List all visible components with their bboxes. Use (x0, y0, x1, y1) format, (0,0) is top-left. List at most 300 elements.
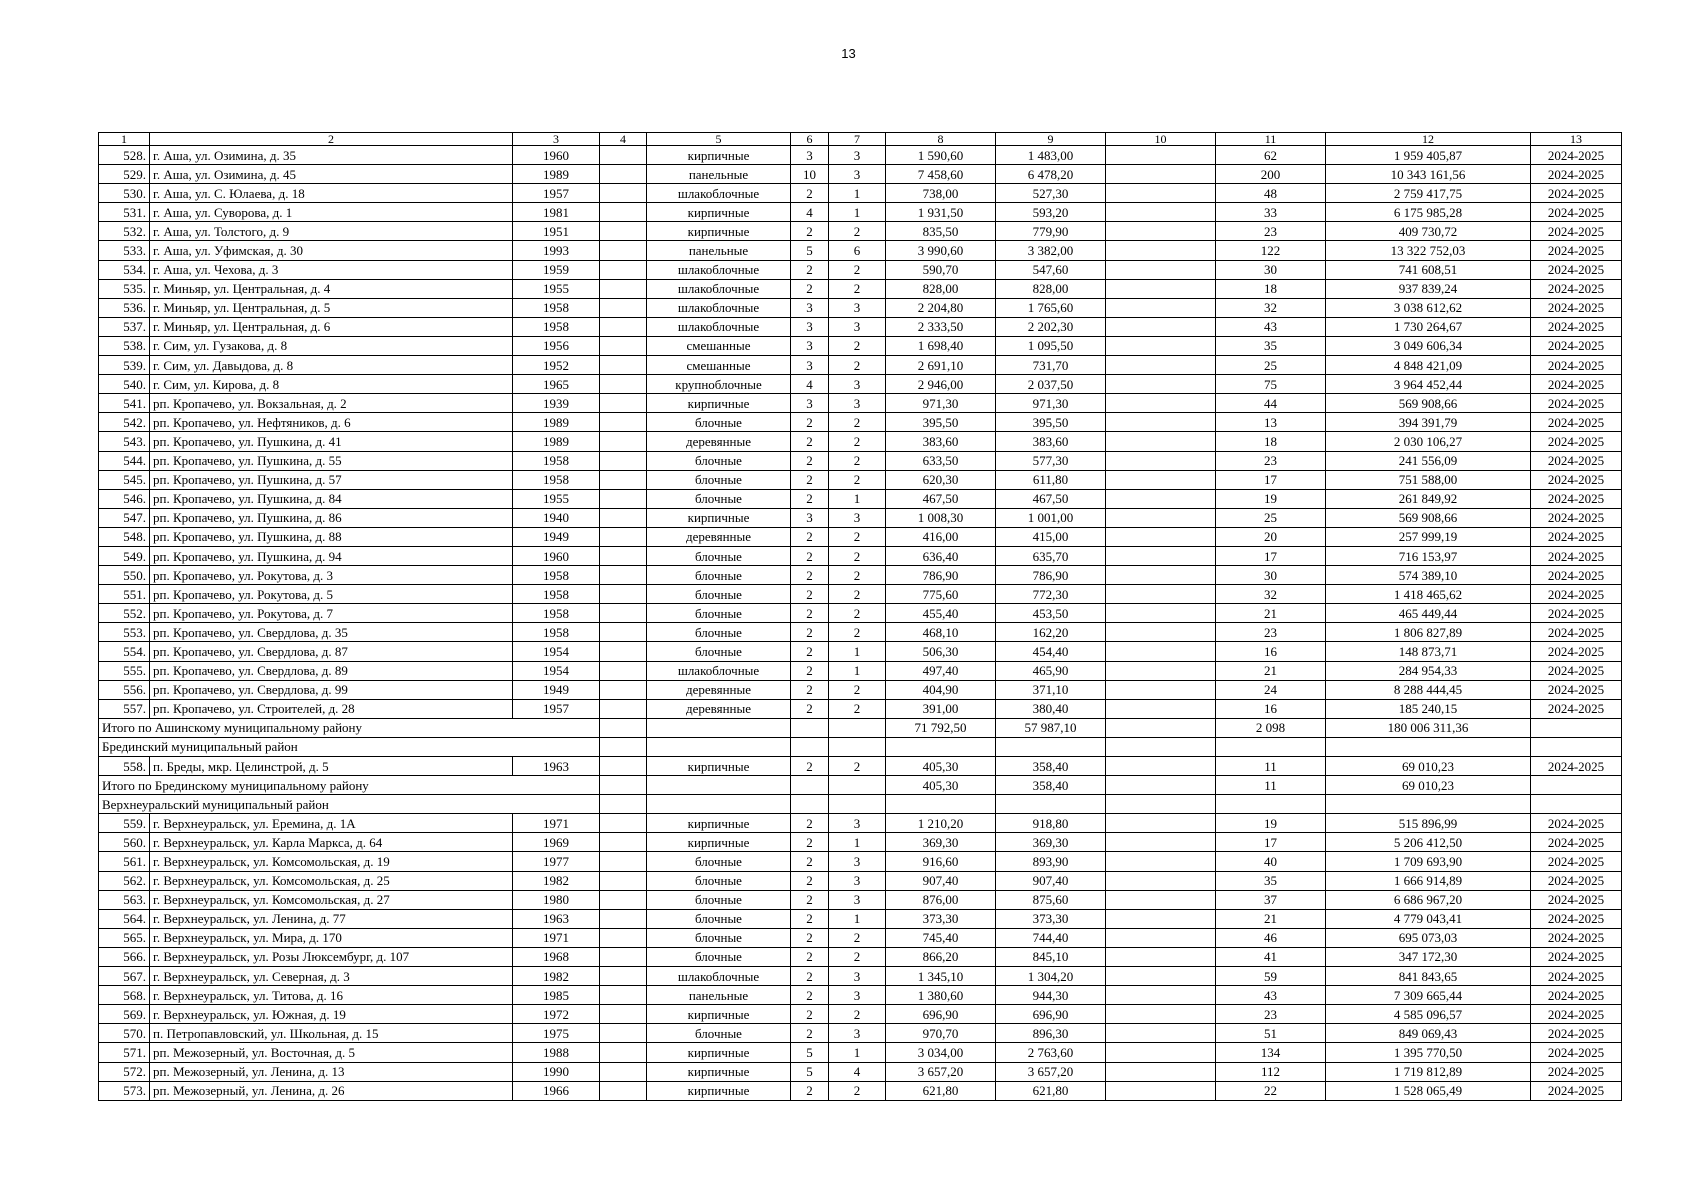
table-row (99, 146, 1622, 165)
living-area-cell: 845,10 (996, 947, 1106, 966)
empty-cell (647, 737, 791, 756)
total-area-cell: 835,50 (886, 222, 996, 241)
row-number-cell: 563. (99, 890, 150, 909)
column-10-cell (1106, 546, 1216, 565)
table-row (99, 661, 1622, 680)
table-row (99, 871, 1622, 890)
year-cell: 1958 (513, 585, 600, 604)
row-number-cell: 568. (99, 986, 150, 1005)
total-area-cell: 3 657,20 (886, 1062, 996, 1081)
total-area-cell: 395,50 (886, 413, 996, 432)
cost-cell: 6 175 985,28 (1326, 203, 1531, 222)
address-cell: г. Верхнеуральск, ул. Южная, д. 19 (150, 1005, 513, 1024)
address-cell: г. Сим, ул. Гузакова, д. 8 (150, 336, 513, 355)
column-number-1: 1 (99, 133, 150, 146)
empty-cell (1216, 795, 1326, 814)
residents-cell: 122 (1216, 241, 1326, 260)
column-10-cell (1106, 394, 1216, 413)
period-cell: 2024-2025 (1531, 833, 1622, 852)
floors-cell: 2 (791, 852, 829, 871)
empty-cell (1326, 795, 1531, 814)
entrances-cell: 4 (829, 1062, 886, 1081)
living-area-cell: 918,80 (996, 814, 1106, 833)
period-cell: 2024-2025 (1531, 317, 1622, 336)
row-number-cell: 553. (99, 623, 150, 642)
row-number-cell: 544. (99, 451, 150, 470)
residents-cell: 16 (1216, 699, 1326, 718)
address-cell: рп. Межозерный, ул. Ленина, д. 26 (150, 1081, 513, 1100)
cost-cell: 1 395 770,50 (1326, 1043, 1531, 1062)
entrances-cell: 3 (829, 967, 886, 986)
column-10-cell (1106, 928, 1216, 947)
total-area-cell: 907,40 (886, 871, 996, 890)
column-10-cell (1106, 661, 1216, 680)
wall-material-cell: деревянные (647, 680, 791, 699)
period-cell: 2024-2025 (1531, 527, 1622, 546)
entrances-cell: 3 (829, 1024, 886, 1043)
living-area-cell: 611,80 (996, 470, 1106, 489)
cost-cell: 1 806 827,89 (1326, 623, 1531, 642)
cost-cell: 7 309 665,44 (1326, 986, 1531, 1005)
column-4-cell (600, 814, 647, 833)
column-4-cell (600, 833, 647, 852)
living-area-cell: 696,90 (996, 1005, 1106, 1024)
entrances-cell: 2 (829, 527, 886, 546)
residents-cell: 134 (1216, 1043, 1326, 1062)
column-number-12: 12 (1326, 133, 1531, 146)
column-4-cell (600, 260, 647, 279)
row-number-cell: 535. (99, 279, 150, 298)
year-cell: 1954 (513, 642, 600, 661)
year-cell: 1958 (513, 566, 600, 585)
row-number-cell: 531. (99, 203, 150, 222)
column-4-cell (600, 680, 647, 699)
wall-material-cell: блочные (647, 909, 791, 928)
total-area-cell: 1 590,60 (886, 146, 996, 165)
column-10-cell (1106, 642, 1216, 661)
table-row (99, 642, 1622, 661)
wall-material-cell: шлакоблочные (647, 260, 791, 279)
row-number-cell: 573. (99, 1081, 150, 1100)
entrances-cell: 2 (829, 260, 886, 279)
wall-material-cell: шлакоблочные (647, 298, 791, 317)
year-cell: 1958 (513, 451, 600, 470)
total-area-cell: 373,30 (886, 909, 996, 928)
living-area-cell: 1 001,00 (996, 508, 1106, 527)
total-area-cell: 1 210,20 (886, 814, 996, 833)
floors-cell: 2 (791, 871, 829, 890)
wall-material-cell: блочные (647, 871, 791, 890)
living-area-cell: 2 763,60 (996, 1043, 1106, 1062)
living-area-cell: 577,30 (996, 451, 1106, 470)
page-number: 13 (841, 46, 856, 61)
entrances-cell: 6 (829, 241, 886, 260)
residents-cell: 13 (1216, 413, 1326, 432)
residents-cell: 20 (1216, 527, 1326, 546)
year-cell: 1969 (513, 833, 600, 852)
column-4-cell (600, 1081, 647, 1100)
year-cell: 1982 (513, 967, 600, 986)
address-cell: рп. Кропачево, ул. Пушкина, д. 86 (150, 508, 513, 527)
column-number-10: 10 (1106, 133, 1216, 146)
total-area-cell: 738,00 (886, 184, 996, 203)
living-area-cell: 395,50 (996, 413, 1106, 432)
floors-cell: 2 (791, 642, 829, 661)
column-number-3: 3 (513, 133, 600, 146)
floors-cell: 4 (791, 203, 829, 222)
cost-cell: 347 172,30 (1326, 947, 1531, 966)
cost-cell: 2 030 106,27 (1326, 432, 1531, 451)
living-area-cell: 896,30 (996, 1024, 1106, 1043)
living-area-cell: 3 382,00 (996, 241, 1106, 260)
row-number-cell: 529. (99, 165, 150, 184)
residents-cell: 32 (1216, 298, 1326, 317)
column-10-cell (1106, 1024, 1216, 1043)
empty-cell (886, 795, 996, 814)
residents-cell: 23 (1216, 222, 1326, 241)
floors-cell: 2 (791, 814, 829, 833)
residents-cell: 62 (1216, 146, 1326, 165)
wall-material-cell: блочные (647, 470, 791, 489)
cost-cell: 3 038 612,62 (1326, 298, 1531, 317)
empty-cell (996, 795, 1106, 814)
entrances-cell: 1 (829, 661, 886, 680)
row-number-cell: 552. (99, 604, 150, 623)
residents-cell: 21 (1216, 909, 1326, 928)
column-number-8: 8 (886, 133, 996, 146)
entrances-cell: 3 (829, 394, 886, 413)
total-area-cell: 1 698,40 (886, 336, 996, 355)
row-number-cell: 536. (99, 298, 150, 317)
total-area-cell: 2 946,00 (886, 375, 996, 394)
period-cell: 2024-2025 (1531, 451, 1622, 470)
period-cell: 2024-2025 (1531, 967, 1622, 986)
wall-material-cell: блочные (647, 566, 791, 585)
table-row (99, 222, 1622, 241)
floors-cell: 3 (791, 317, 829, 336)
address-cell: г. Верхнеуральск, ул. Комсомольская, д. 27 (150, 890, 513, 909)
period-cell: 2024-2025 (1531, 1043, 1622, 1062)
entrances-cell: 2 (829, 680, 886, 699)
column-10-cell (1106, 184, 1216, 203)
column-4-cell (600, 470, 647, 489)
table-header (99, 133, 1622, 146)
address-cell: г. Верхнеуральск, ул. Еремина, д. 1А (150, 814, 513, 833)
address-cell: рп. Кропачево, ул. Рокутова, д. 5 (150, 585, 513, 604)
cost-cell: 716 153,97 (1326, 546, 1531, 565)
floors-cell: 2 (791, 604, 829, 623)
total-area-cell: 633,50 (886, 451, 996, 470)
period-cell: 2024-2025 (1531, 1024, 1622, 1043)
row-number-cell: 562. (99, 871, 150, 890)
address-cell: рп. Кропачево, ул. Рокутова, д. 3 (150, 566, 513, 585)
empty-cell (1531, 718, 1622, 737)
year-cell: 1956 (513, 336, 600, 355)
total-label-cell: Итого по Ашинскому муниципальному району (99, 718, 600, 737)
row-number-cell: 528. (99, 146, 150, 165)
year-cell: 1981 (513, 203, 600, 222)
cost-cell: 1 709 693,90 (1326, 852, 1531, 871)
residents-cell: 18 (1216, 432, 1326, 451)
entrances-cell: 3 (829, 814, 886, 833)
floors-cell: 4 (791, 375, 829, 394)
year-cell: 1990 (513, 1062, 600, 1081)
living-area-sum-cell: 358,40 (996, 776, 1106, 795)
cost-cell: 569 908,66 (1326, 394, 1531, 413)
address-cell: г. Верхнеуральск, ул. Комсомольская, д. 25 (150, 871, 513, 890)
living-area-cell: 621,80 (996, 1081, 1106, 1100)
table-row (99, 165, 1622, 184)
table-row (99, 585, 1622, 604)
period-cell: 2024-2025 (1531, 1062, 1622, 1081)
wall-material-cell: блочные (647, 928, 791, 947)
table-row (99, 203, 1622, 222)
period-cell: 2024-2025 (1531, 336, 1622, 355)
year-cell: 1975 (513, 1024, 600, 1043)
total-area-cell: 876,00 (886, 890, 996, 909)
table-row (99, 260, 1622, 279)
living-area-cell: 2 037,50 (996, 375, 1106, 394)
entrances-cell: 1 (829, 203, 886, 222)
address-cell: г. Аша, ул. Суворова, д. 1 (150, 203, 513, 222)
entrances-cell: 2 (829, 566, 886, 585)
column-4-cell (600, 852, 647, 871)
residents-cell: 17 (1216, 833, 1326, 852)
total-area-cell: 506,30 (886, 642, 996, 661)
column-4-cell (600, 356, 647, 375)
entrances-cell: 2 (829, 928, 886, 947)
living-area-cell: 527,30 (996, 184, 1106, 203)
living-area-cell: 779,90 (996, 222, 1106, 241)
entrances-cell: 1 (829, 184, 886, 203)
address-cell: г. Аша, ул. Озимина, д. 35 (150, 146, 513, 165)
entrances-cell: 2 (829, 1005, 886, 1024)
entrances-cell: 3 (829, 890, 886, 909)
address-cell: рп. Кропачево, ул. Пушкина, д. 84 (150, 489, 513, 508)
year-cell: 1957 (513, 699, 600, 718)
year-cell: 1952 (513, 356, 600, 375)
entrances-cell: 2 (829, 1081, 886, 1100)
empty-cell (1531, 737, 1622, 756)
column-10-cell (1106, 909, 1216, 928)
column-number-9: 9 (996, 133, 1106, 146)
address-cell: г. Верхнеуральск, ул. Комсомольская, д. 19 (150, 852, 513, 871)
residents-cell: 44 (1216, 394, 1326, 413)
address-cell: п. Петропавловский, ул. Школьная, д. 15 (150, 1024, 513, 1043)
entrances-cell: 2 (829, 470, 886, 489)
year-cell: 1951 (513, 222, 600, 241)
wall-material-cell: блочные (647, 489, 791, 508)
year-cell: 1968 (513, 947, 600, 966)
period-cell: 2024-2025 (1531, 566, 1622, 585)
period-cell: 2024-2025 (1531, 1005, 1622, 1024)
table-row (99, 546, 1622, 565)
wall-material-cell: кирпичные (647, 203, 791, 222)
entrances-cell: 3 (829, 298, 886, 317)
entrances-cell: 2 (829, 356, 886, 375)
cost-cell: 69 010,23 (1326, 757, 1531, 776)
floors-cell: 10 (791, 165, 829, 184)
address-cell: г. Верхнеуральск, ул. Северная, д. 3 (150, 967, 513, 986)
year-cell: 1989 (513, 432, 600, 451)
housing-register-table (98, 132, 1622, 1101)
row-number-cell: 551. (99, 585, 150, 604)
empty-cell (647, 795, 791, 814)
residents-cell: 51 (1216, 1024, 1326, 1043)
cost-cell: 185 240,15 (1326, 699, 1531, 718)
total-area-cell: 468,10 (886, 623, 996, 642)
address-cell: г. Миньяр, ул. Центральная, д. 4 (150, 279, 513, 298)
wall-material-cell: шлакоблочные (647, 184, 791, 203)
address-cell: рп. Кропачево, ул. Пушкина, д. 88 (150, 527, 513, 546)
entrances-cell: 1 (829, 489, 886, 508)
residents-cell: 21 (1216, 604, 1326, 623)
address-cell: рп. Кропачево, ул. Пушкина, д. 41 (150, 432, 513, 451)
table-row (99, 909, 1622, 928)
row-number-cell: 570. (99, 1024, 150, 1043)
address-cell: г. Аша, ул. С. Юлаева, д. 18 (150, 184, 513, 203)
cost-cell: 574 389,10 (1326, 566, 1531, 585)
residents-cell: 25 (1216, 508, 1326, 527)
row-number-cell: 537. (99, 317, 150, 336)
cost-cell: 3 964 452,44 (1326, 375, 1531, 394)
empty-cell (791, 737, 829, 756)
column-number-2: 2 (150, 133, 513, 146)
entrances-cell: 2 (829, 699, 886, 718)
total-area-cell: 828,00 (886, 279, 996, 298)
table-row (99, 508, 1622, 527)
entrances-cell: 2 (829, 623, 886, 642)
total-area-cell: 696,90 (886, 1005, 996, 1024)
residents-cell: 30 (1216, 566, 1326, 585)
entrances-cell: 2 (829, 947, 886, 966)
entrances-cell: 3 (829, 165, 886, 184)
wall-material-cell: кирпичные (647, 1005, 791, 1024)
column-10-cell (1106, 203, 1216, 222)
wall-material-cell: шлакоблочные (647, 317, 791, 336)
column-4-cell (600, 432, 647, 451)
entrances-cell: 1 (829, 833, 886, 852)
section-header-row (99, 737, 1622, 756)
table-body (99, 146, 1622, 1101)
empty-cell (996, 737, 1106, 756)
address-cell: г. Миньяр, ул. Центральная, д. 5 (150, 298, 513, 317)
entrances-cell: 3 (829, 852, 886, 871)
column-10-cell (1106, 699, 1216, 718)
table-row (99, 470, 1622, 489)
residents-cell: 46 (1216, 928, 1326, 947)
residents-cell: 18 (1216, 279, 1326, 298)
cost-cell: 515 896,99 (1326, 814, 1531, 833)
column-10-cell (1106, 279, 1216, 298)
table-row (99, 317, 1622, 336)
living-area-cell: 593,20 (996, 203, 1106, 222)
empty-cell (1106, 737, 1216, 756)
living-area-cell: 162,20 (996, 623, 1106, 642)
entrances-cell: 2 (829, 451, 886, 470)
row-number-cell: 565. (99, 928, 150, 947)
column-4-cell (600, 489, 647, 508)
column-10-cell (1106, 413, 1216, 432)
living-area-cell: 1 765,60 (996, 298, 1106, 317)
address-cell: г. Аша, ул. Чехова, д. 3 (150, 260, 513, 279)
column-10-cell (1106, 336, 1216, 355)
cost-cell: 10 343 161,56 (1326, 165, 1531, 184)
year-cell: 1985 (513, 986, 600, 1005)
period-cell: 2024-2025 (1531, 890, 1622, 909)
wall-material-cell: шлакоблочные (647, 661, 791, 680)
living-area-cell: 373,30 (996, 909, 1106, 928)
table-row (99, 623, 1622, 642)
cost-cell: 937 839,24 (1326, 279, 1531, 298)
year-cell: 1971 (513, 928, 600, 947)
cost-cell: 148 873,71 (1326, 642, 1531, 661)
cost-cell: 569 908,66 (1326, 508, 1531, 527)
floors-cell: 3 (791, 146, 829, 165)
cost-cell: 241 556,09 (1326, 451, 1531, 470)
entrances-cell: 1 (829, 642, 886, 661)
entrances-cell: 3 (829, 317, 886, 336)
wall-material-cell: блочные (647, 623, 791, 642)
address-cell: рп. Кропачево, ул. Свердлова, д. 89 (150, 661, 513, 680)
column-10-cell (1106, 451, 1216, 470)
period-cell: 2024-2025 (1531, 661, 1622, 680)
column-4-cell (600, 222, 647, 241)
row-number-cell: 566. (99, 947, 150, 966)
cost-cell: 284 954,33 (1326, 661, 1531, 680)
residents-cell: 59 (1216, 967, 1326, 986)
wall-material-cell: блочные (647, 1024, 791, 1043)
cost-cell: 841 843,65 (1326, 967, 1531, 986)
address-cell: г. Верхнеуральск, ул. Мира, д. 170 (150, 928, 513, 947)
floors-cell: 2 (791, 680, 829, 699)
living-area-cell: 467,50 (996, 489, 1106, 508)
row-number-cell: 571. (99, 1043, 150, 1062)
floors-cell: 3 (791, 356, 829, 375)
residents-cell: 11 (1216, 757, 1326, 776)
column-10-cell (1106, 1005, 1216, 1024)
row-number-cell: 554. (99, 642, 150, 661)
total-area-cell: 416,00 (886, 527, 996, 546)
year-cell: 1989 (513, 165, 600, 184)
table-row (99, 279, 1622, 298)
column-4-cell (600, 967, 647, 986)
table-row (99, 890, 1622, 909)
address-cell: п. Бреды, мкр. Целинстрой, д. 5 (150, 757, 513, 776)
floors-cell: 2 (791, 432, 829, 451)
entrances-cell: 2 (829, 546, 886, 565)
table-row (99, 1062, 1622, 1081)
table-row (99, 184, 1622, 203)
residents-sum-cell: 11 (1216, 776, 1326, 795)
wall-material-cell: шлакоблочные (647, 967, 791, 986)
total-area-cell: 1 008,30 (886, 508, 996, 527)
year-cell: 1958 (513, 298, 600, 317)
year-cell: 1955 (513, 279, 600, 298)
total-area-cell: 455,40 (886, 604, 996, 623)
table-row (99, 241, 1622, 260)
year-cell: 1965 (513, 375, 600, 394)
residents-cell: 16 (1216, 642, 1326, 661)
residents-cell: 23 (1216, 1005, 1326, 1024)
entrances-cell: 2 (829, 279, 886, 298)
year-cell: 1949 (513, 680, 600, 699)
living-area-cell: 6 478,20 (996, 165, 1106, 184)
living-area-cell: 907,40 (996, 871, 1106, 890)
floors-cell: 2 (791, 184, 829, 203)
column-10-cell (1106, 890, 1216, 909)
wall-material-cell: деревянные (647, 527, 791, 546)
